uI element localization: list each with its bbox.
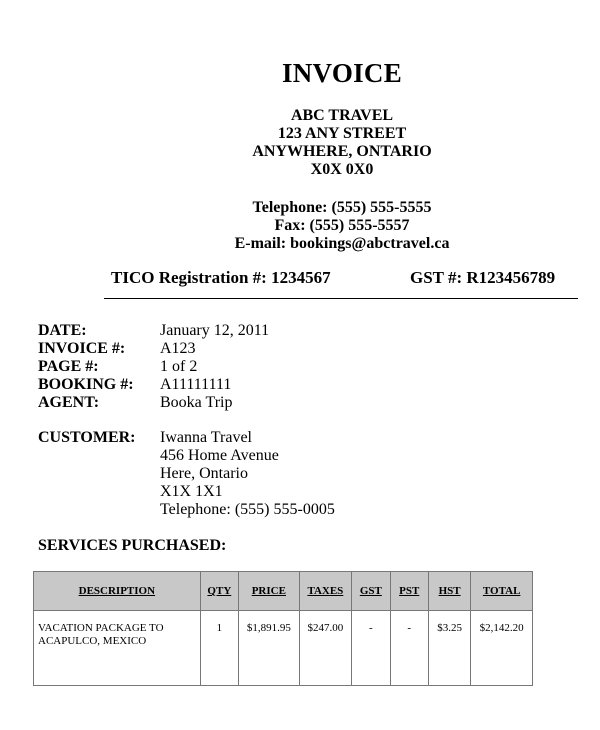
cell-pst: - bbox=[390, 611, 428, 686]
cell-total: $2,142.20 bbox=[471, 611, 533, 686]
column-header: TOTAL bbox=[471, 572, 533, 611]
detail-label: AGENT: bbox=[38, 394, 100, 411]
services-table bbox=[33, 571, 533, 686]
table-header-row bbox=[34, 572, 533, 611]
divider-line bbox=[104, 298, 578, 299]
company-address bbox=[0, 107, 600, 179]
tico-registration: TICO Registration #: 1234567 bbox=[111, 268, 331, 287]
cell-qty: 1 bbox=[200, 611, 238, 686]
customer-label: CUSTOMER: bbox=[38, 429, 136, 446]
column-header: PRICE bbox=[239, 572, 300, 611]
detail-label: DATE: bbox=[38, 322, 87, 339]
customer-line: 456 Home Avenue bbox=[160, 447, 279, 464]
customer-line: Iwanna Travel bbox=[160, 429, 252, 446]
detail-label: BOOKING #: bbox=[38, 376, 134, 393]
column-header: PST bbox=[390, 572, 428, 611]
customer-line: X1X 1X1 bbox=[160, 483, 223, 500]
company-city: ANYWHERE, ONTARIO bbox=[252, 143, 432, 160]
detail-value: A123 bbox=[160, 340, 196, 357]
column-header: DESCRIPTION bbox=[34, 572, 201, 611]
detail-label: PAGE #: bbox=[38, 358, 99, 375]
detail-value: A11111111 bbox=[160, 376, 232, 393]
customer-line: Here, Ontario bbox=[160, 465, 248, 482]
customer-line: Telephone: (555) 555-0005 bbox=[160, 501, 335, 518]
detail-value: January 12, 2011 bbox=[160, 322, 270, 339]
company-contact bbox=[0, 199, 600, 253]
cell-price: $1,891.95 bbox=[239, 611, 300, 686]
company-street: 123 ANY STREET bbox=[277, 125, 407, 142]
company-telephone: Telephone: (555) 555-5555 bbox=[252, 199, 432, 216]
company-postal: X0X 0X0 bbox=[310, 161, 374, 178]
cell-gst: - bbox=[352, 611, 390, 686]
gst-number: GST #: R123456789 bbox=[410, 268, 556, 287]
invoice-title: INVOICE bbox=[281, 58, 403, 88]
company-email: E-mail: bookings@abctravel.ca bbox=[234, 235, 450, 252]
cell-hst: $3.25 bbox=[428, 611, 470, 686]
table-row bbox=[34, 611, 533, 686]
column-header: QTY bbox=[200, 572, 238, 611]
column-header: TAXES bbox=[299, 572, 352, 611]
column-header: GST bbox=[352, 572, 390, 611]
company-name: ABC TRAVEL bbox=[290, 107, 394, 124]
column-header: HST bbox=[428, 572, 470, 611]
detail-value: 1 of 2 bbox=[160, 358, 198, 375]
cell-taxes: $247.00 bbox=[299, 611, 352, 686]
cell-description: VACATION PACKAGE TO ACAPULCO, MEXICO bbox=[34, 611, 201, 686]
services-heading: SERVICES PURCHASED: bbox=[38, 537, 227, 554]
company-fax: Fax: (555) 555-5557 bbox=[274, 217, 410, 234]
detail-label: INVOICE #: bbox=[38, 340, 126, 357]
detail-value: Booka Trip bbox=[160, 394, 233, 411]
